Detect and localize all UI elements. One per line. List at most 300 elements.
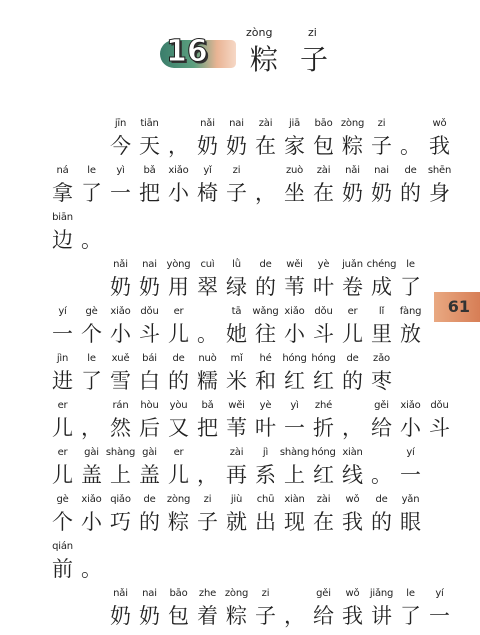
pinyin: hòu: [140, 400, 159, 411]
hanzi: 后: [139, 416, 160, 440]
char-unit: [164, 494, 193, 541]
char-unit: [251, 306, 280, 353]
char-unit: [222, 118, 251, 165]
hanzi: 子: [197, 510, 218, 534]
hanzi: ，: [81, 416, 102, 440]
char-unit: [222, 400, 251, 447]
hanzi: 进: [52, 369, 73, 393]
hanzi: 上: [284, 463, 305, 487]
pinyin: zi: [203, 494, 212, 505]
char-unit: [106, 447, 135, 494]
pinyin: bāo: [169, 588, 188, 599]
hanzi: 奶: [139, 604, 160, 628]
pinyin: gè: [85, 306, 98, 317]
pinyin: zài: [316, 165, 331, 176]
pinyin: bāo: [314, 118, 333, 129]
hanzi: 的: [371, 510, 392, 534]
char-unit: [48, 447, 77, 494]
hanzi: 红: [284, 369, 305, 393]
lesson-text: [48, 118, 452, 635]
char-unit: [425, 400, 454, 447]
char-unit: [48, 494, 77, 541]
pinyin: dǒu: [430, 400, 449, 411]
pinyin: zòng: [340, 118, 365, 129]
hanzi: 的: [168, 369, 189, 393]
pinyin: wǒ: [432, 118, 447, 129]
hanzi: 包: [168, 604, 189, 628]
char-unit: [338, 353, 367, 400]
hanzi: 儿: [168, 322, 189, 346]
pinyin: yòng: [166, 259, 191, 270]
pinyin: xuě: [111, 353, 130, 364]
hanzi: 着: [197, 604, 218, 628]
hanzi: 儿: [52, 463, 73, 487]
char-unit: [135, 353, 164, 400]
hanzi: 里: [371, 322, 392, 346]
hanzi: 红: [313, 369, 334, 393]
hanzi: 折: [313, 416, 334, 440]
hanzi: 一: [110, 181, 131, 205]
pinyin: zǎo: [373, 353, 390, 364]
pinyin: wěi: [228, 400, 245, 411]
pinyin: jì: [262, 447, 269, 458]
pinyin: jìn: [56, 353, 69, 364]
pinyin: le: [406, 588, 415, 599]
hanzi: 了: [400, 275, 421, 299]
hanzi: 白: [139, 369, 160, 393]
pinyin: yí: [58, 306, 67, 317]
char-unit: [280, 588, 309, 635]
pinyin: xiǎo: [284, 306, 305, 317]
char-unit: [309, 494, 338, 541]
char-unit: [367, 494, 396, 541]
hanzi: 她: [226, 322, 247, 346]
hanzi: 枣: [371, 369, 392, 393]
pinyin: jīn: [114, 118, 127, 129]
hanzi: 。: [197, 322, 218, 346]
hanzi: 小: [284, 322, 305, 346]
hanzi: 奶: [139, 275, 160, 299]
hanzi: 雪: [110, 369, 131, 393]
hanzi: 把: [197, 416, 218, 440]
char-unit: [222, 165, 251, 212]
hanzi: 粽: [226, 604, 247, 628]
char-unit: [425, 165, 454, 212]
pinyin: xiàn: [284, 494, 305, 505]
pinyin: nǎi: [113, 588, 128, 599]
pinyin: gěi: [374, 400, 389, 411]
pinyin: dǒu: [314, 306, 333, 317]
pinyin: yòu: [169, 400, 188, 411]
char-unit: [164, 259, 193, 306]
hanzi: 奶: [342, 181, 363, 205]
pinyin: zhé: [314, 400, 333, 411]
char-unit: [77, 212, 106, 259]
pinyin: nai: [142, 588, 157, 599]
char-unit: [251, 353, 280, 400]
pinyin: yì: [116, 165, 125, 176]
hanzi: 家: [284, 134, 305, 158]
pinyin: er: [57, 400, 68, 411]
pinyin: wǒ: [345, 494, 360, 505]
pinyin: bái: [142, 353, 157, 364]
char-unit: [77, 494, 106, 541]
pinyin: nǎi: [200, 118, 215, 129]
pinyin: shàng: [105, 447, 136, 458]
char-unit: [309, 588, 338, 635]
title-pinyin-1: zòng: [246, 26, 273, 39]
hanzi: 在: [313, 510, 334, 534]
char-unit: [164, 118, 193, 165]
char-unit: [193, 494, 222, 541]
char-unit: [106, 353, 135, 400]
hanzi: 绿: [226, 275, 247, 299]
hanzi: 在: [255, 134, 276, 158]
pinyin: yǐ: [203, 165, 212, 176]
char-unit: [280, 447, 309, 494]
hanzi: 盖: [81, 463, 102, 487]
char-unit: [222, 353, 251, 400]
pinyin: er: [57, 447, 68, 458]
char-unit: [164, 400, 193, 447]
char-unit: [193, 353, 222, 400]
char-unit: [222, 447, 251, 494]
char-unit: [367, 400, 396, 447]
hanzi: 的: [342, 369, 363, 393]
hanzi: 儿: [342, 322, 363, 346]
hanzi: 一: [429, 604, 450, 628]
pinyin: hé: [259, 353, 272, 364]
char-unit: [396, 259, 425, 306]
char-unit: [367, 118, 396, 165]
hanzi: 一: [400, 463, 421, 487]
pinyin: cuì: [200, 259, 215, 270]
hanzi: 小: [400, 416, 421, 440]
pinyin: xiǎo: [400, 400, 421, 411]
char-unit: [48, 212, 77, 259]
hanzi: 苇: [284, 275, 305, 299]
text-line: [48, 588, 450, 635]
char-unit: [135, 400, 164, 447]
pinyin: yí: [435, 588, 444, 599]
pinyin: le: [87, 353, 96, 364]
char-unit: [77, 400, 106, 447]
char-unit: [135, 259, 164, 306]
char-unit: [338, 165, 367, 212]
hanzi: 巧: [110, 510, 131, 534]
char-unit: [338, 447, 367, 494]
text-line: [48, 118, 450, 165]
char-unit: [251, 259, 280, 306]
hanzi: 小: [110, 322, 131, 346]
pinyin: tā: [231, 306, 242, 317]
hanzi: 又: [168, 416, 189, 440]
pinyin: er: [347, 306, 358, 317]
hanzi: 粽: [168, 510, 189, 534]
char-unit: [338, 494, 367, 541]
char-unit: [77, 541, 106, 588]
char-unit: [367, 353, 396, 400]
pinyin: zi: [377, 118, 386, 129]
pinyin: tiān: [140, 118, 159, 129]
lesson-number: 16: [166, 34, 208, 69]
hanzi: ，: [255, 181, 276, 205]
char-unit: [396, 447, 425, 494]
hanzi: 成: [371, 275, 392, 299]
char-unit: [222, 259, 251, 306]
text-line: [48, 165, 452, 212]
char-unit: [77, 353, 106, 400]
char-unit: [280, 306, 309, 353]
pinyin: nai: [229, 118, 244, 129]
pinyin: hóng: [282, 353, 307, 364]
pinyin: zi: [232, 165, 241, 176]
hanzi: 奶: [110, 275, 131, 299]
hanzi: 。: [81, 557, 102, 581]
char-unit: [135, 447, 164, 494]
hanzi: 小: [81, 510, 102, 534]
char-unit: [309, 306, 338, 353]
pinyin: de: [404, 165, 417, 176]
hanzi: 个: [81, 322, 102, 346]
pinyin: de: [172, 353, 185, 364]
pinyin: rán: [112, 400, 129, 411]
char-unit: [396, 400, 425, 447]
hanzi: 子: [226, 181, 247, 205]
pinyin: mǐ: [230, 353, 243, 364]
char-unit: [425, 118, 454, 165]
hanzi: 。: [371, 463, 392, 487]
hanzi: 的: [255, 275, 276, 299]
hanzi: 一: [284, 416, 305, 440]
pinyin: chū: [256, 494, 275, 505]
char-unit: [106, 588, 135, 635]
hanzi: 奶: [226, 134, 247, 158]
char-unit: [251, 494, 280, 541]
pinyin: yǎn: [401, 494, 420, 505]
char-unit: [396, 118, 425, 165]
char-unit: [309, 447, 338, 494]
pinyin: jiù: [230, 494, 243, 505]
hanzi: 系: [255, 463, 276, 487]
pinyin: wǒ: [345, 588, 360, 599]
text-line: [48, 494, 428, 541]
text-line: [48, 541, 428, 588]
pinyin: zòng: [224, 588, 249, 599]
pinyin: xiǎo: [81, 494, 102, 505]
hanzi: 拿: [52, 181, 73, 205]
hanzi: 的: [139, 510, 160, 534]
pinyin: er: [173, 447, 184, 458]
char-unit: [135, 306, 164, 353]
pinyin: yí: [406, 447, 415, 458]
char-unit: [309, 118, 338, 165]
pinyin: gài: [142, 447, 157, 458]
char-unit: [77, 447, 106, 494]
hanzi: 奶: [371, 181, 392, 205]
char-unit: [193, 259, 222, 306]
char-unit: [251, 400, 280, 447]
hanzi: 斗: [313, 322, 334, 346]
hanzi: 我: [342, 510, 363, 534]
char-unit: [106, 400, 135, 447]
hanzi: 了: [81, 369, 102, 393]
char-unit: [251, 118, 280, 165]
char-unit: [251, 447, 280, 494]
hanzi: 。: [81, 228, 102, 252]
pinyin: xiàn: [342, 447, 363, 458]
char-unit: [222, 494, 251, 541]
hanzi: ，: [284, 604, 305, 628]
hanzi: 盖: [139, 463, 160, 487]
pinyin: xiǎo: [110, 306, 131, 317]
hanzi: 米: [226, 369, 247, 393]
pinyin: lǜ: [232, 259, 241, 270]
hanzi: 子: [371, 134, 392, 158]
char-unit: [367, 306, 396, 353]
pinyin: nǎi: [345, 165, 360, 176]
hanzi: 卷: [342, 275, 363, 299]
pinyin: er: [173, 306, 184, 317]
pinyin: qiǎo: [110, 494, 131, 505]
hanzi: 糯: [197, 369, 218, 393]
pinyin: zuò: [285, 165, 304, 176]
hanzi: 小: [168, 181, 189, 205]
text-line: [48, 259, 428, 306]
char-unit: [106, 259, 135, 306]
char-unit: [280, 259, 309, 306]
char-unit: [396, 165, 425, 212]
char-unit: [135, 118, 164, 165]
hanzi: 斗: [429, 416, 450, 440]
char-unit: [48, 400, 77, 447]
hanzi: 眼: [400, 510, 421, 534]
hanzi: 苇: [226, 416, 247, 440]
hanzi: 叶: [313, 275, 334, 299]
text-line: [48, 306, 428, 353]
lesson-number-badge: [160, 36, 238, 70]
pinyin: juǎn: [342, 259, 363, 270]
char-unit: [164, 353, 193, 400]
hanzi: 讲: [371, 604, 392, 628]
char-unit: [338, 118, 367, 165]
char-unit: [48, 165, 77, 212]
char-unit: [193, 400, 222, 447]
char-unit: [193, 118, 222, 165]
char-unit: [164, 306, 193, 353]
char-unit: [164, 165, 193, 212]
pinyin: biān: [52, 212, 73, 223]
char-unit: [309, 259, 338, 306]
hanzi: 现: [284, 510, 305, 534]
pinyin: zòng: [166, 494, 191, 505]
char-unit: [77, 165, 106, 212]
hanzi: 天: [139, 134, 160, 158]
hanzi: 线: [342, 463, 363, 487]
hanzi: 出: [255, 510, 276, 534]
pinyin: de: [259, 259, 272, 270]
char-unit: [106, 494, 135, 541]
hanzi: 上: [110, 463, 131, 487]
text-line: [48, 400, 450, 447]
char-unit: [367, 447, 396, 494]
pinyin: wǎng: [252, 306, 279, 317]
char-unit: [193, 447, 222, 494]
hanzi: 子: [255, 604, 276, 628]
char-unit: [280, 165, 309, 212]
char-unit: [396, 306, 425, 353]
char-unit: [309, 165, 338, 212]
pinyin: ná: [56, 165, 69, 176]
hanzi: 往: [255, 322, 276, 346]
hanzi: 儿: [168, 463, 189, 487]
hanzi: 给: [313, 604, 334, 628]
hanzi: 再: [226, 463, 247, 487]
hanzi: 边: [52, 228, 73, 252]
pinyin: xiǎo: [168, 165, 189, 176]
pinyin: gè: [56, 494, 69, 505]
pinyin: jiǎng: [369, 588, 394, 599]
char-unit: [309, 400, 338, 447]
hanzi: 就: [226, 510, 247, 534]
hanzi: 斗: [139, 322, 160, 346]
pinyin: de: [346, 353, 359, 364]
title-char-1: 粽: [250, 43, 279, 76]
char-unit: [309, 353, 338, 400]
hanzi: ，: [342, 416, 363, 440]
char-unit: [251, 588, 280, 635]
char-unit: [367, 588, 396, 635]
pinyin: zài: [229, 447, 244, 458]
hanzi: 和: [255, 369, 276, 393]
char-unit: [164, 447, 193, 494]
char-unit: [106, 118, 135, 165]
hanzi: 身: [429, 181, 450, 205]
char-unit: [77, 306, 106, 353]
text-line: [48, 353, 428, 400]
hanzi: 翠: [197, 275, 218, 299]
pinyin: hóng: [311, 447, 336, 458]
lesson-header: [160, 26, 360, 76]
pinyin: zi: [261, 588, 270, 599]
hanzi: 儿: [52, 416, 73, 440]
char-unit: [338, 306, 367, 353]
pinyin: zhe: [198, 588, 217, 599]
char-unit: [338, 588, 367, 635]
pinyin: yè: [259, 400, 272, 411]
char-unit: [48, 306, 77, 353]
pinyin: nai: [374, 165, 389, 176]
char-unit: [222, 306, 251, 353]
char-unit: [280, 118, 309, 165]
hanzi: 用: [168, 275, 189, 299]
pinyin: de: [143, 494, 156, 505]
pinyin: lǐ: [378, 306, 385, 317]
hanzi: 粽: [342, 134, 363, 158]
hanzi: 今: [110, 134, 131, 158]
hanzi: 放: [400, 322, 421, 346]
pinyin: dǒu: [140, 306, 159, 317]
char-unit: [396, 588, 425, 635]
pinyin: de: [375, 494, 388, 505]
hanzi: 我: [429, 134, 450, 158]
hanzi: 了: [81, 181, 102, 205]
text-line: [48, 447, 428, 494]
page-number: 61: [447, 297, 470, 316]
pinyin: hóng: [311, 353, 336, 364]
char-unit: [280, 400, 309, 447]
char-unit: [280, 494, 309, 541]
